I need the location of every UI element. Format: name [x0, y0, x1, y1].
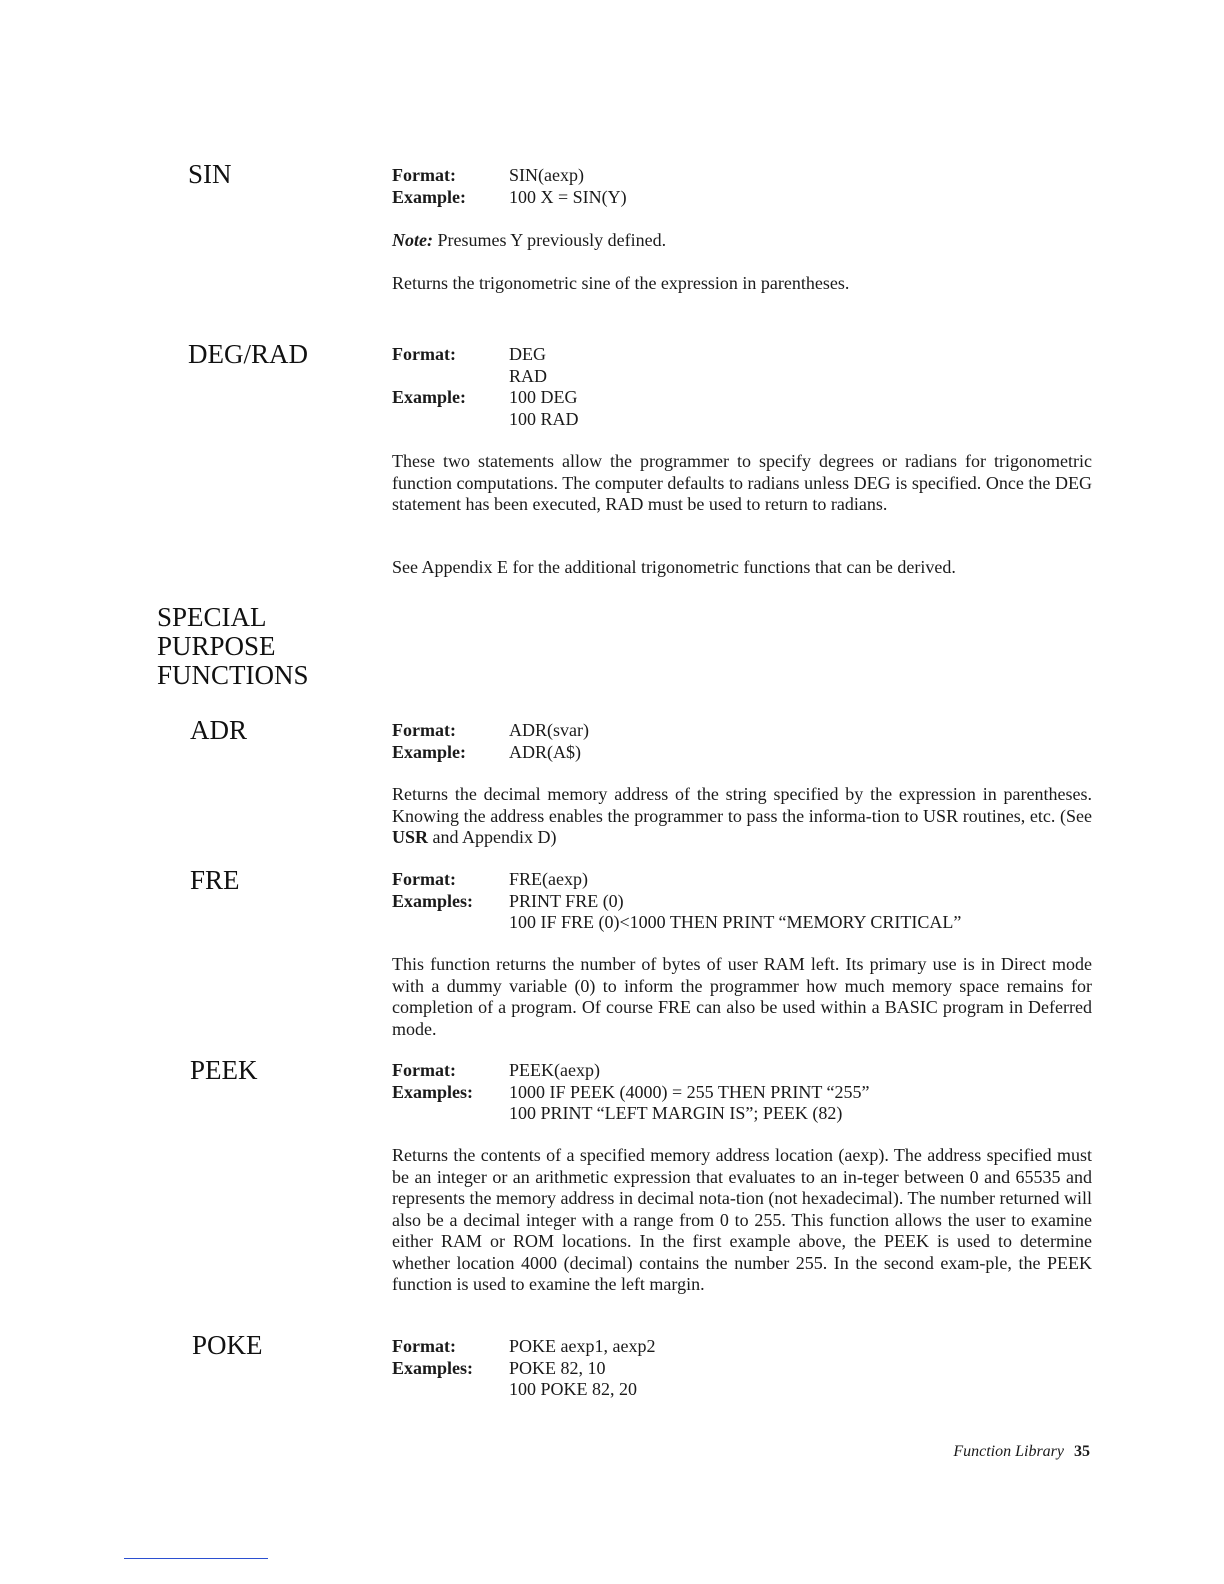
usr-reference: USR [392, 827, 429, 847]
format-value: RAD [509, 365, 548, 386]
adr-heading: ADR [190, 715, 248, 745]
sin-format-block [392, 165, 627, 208]
example-value: 100 POKE 82, 20 [509, 1379, 638, 1399]
format-value: POKE aexp1, aexp2 [509, 1336, 656, 1356]
example-label: Examples: [392, 1081, 473, 1102]
format-label: Format: [392, 1336, 456, 1356]
bottom-rule [124, 1558, 268, 1559]
fre-description: This function returns the number of bytes of user RAM left. Its primary use is in Direct mode with a dummy variable (0) to inform the programmer how much memory space remains for completion of a program. Of course FRE can also be used within a BASIC program in Deferred mode. [392, 954, 1092, 1039]
footer-section: Function Library [953, 1443, 1064, 1460]
poke-format-block [392, 1336, 655, 1401]
example-value: 1000 IF PEEK (4000) = 255 THEN PRINT “255” [509, 1081, 870, 1102]
degrad-format-block [392, 344, 579, 430]
format-value: ADR(svar) [509, 720, 589, 740]
note-text: Presumes Y previously defined. [432, 230, 667, 250]
example-label: Example: [392, 387, 466, 407]
poke-heading: POKE [192, 1330, 263, 1360]
degrad-description: These two statements allow the programmer to specify degrees or radians for trigonometric function computations. The computer defaults to radians unless DEG is specified. Once the DEG statement has been executed, RAD must be used to return to radians. [392, 451, 1092, 514]
section-heading: SPECIAL PURPOSE FUNCTIONS [157, 602, 309, 690]
example-value: 100 X = SIN(Y) [509, 186, 627, 207]
example-value: 100 RAD [509, 408, 579, 429]
format-value: SIN(aexp) [509, 165, 584, 185]
sin-note [392, 230, 1092, 252]
format-label: Format: [392, 1060, 456, 1080]
format-label: Format: [392, 869, 456, 889]
example-value: 100 DEG [509, 387, 578, 407]
example-label: Examples: [392, 890, 473, 911]
format-label: Format: [392, 344, 456, 364]
fre-heading: FRE [190, 865, 240, 895]
peek-description: Returns the contents of a specified memory address location (aexp). The address specified must be an integer or an arithmetic expression that evaluates to an in-teger between 0 and 65535 and represents the memory address in decimal nota-tion (not hexadecimal). The number returned will also be a decimal integer with a range from 0 to 255. This function allows the user to examine either RAM or ROM locations. In the first example above, the PEEK is used to determine whether location 4000 (decimal) contains the number 255. In the second exam-ple, the PEEK function is used to examine the left margin. [392, 1145, 1092, 1294]
degrad-appendix-note: See Appendix E for the additional trigonometric functions that can be derived. [392, 557, 956, 577]
degrad-heading: DEG/RAD [188, 339, 308, 369]
page-footer [850, 1442, 1090, 1462]
example-value: 100 PRINT “LEFT MARGIN IS”; PEEK (82) [509, 1103, 843, 1123]
sin-heading: SIN [188, 159, 232, 189]
example-value: PRINT FRE (0) [509, 890, 624, 911]
example-label: Example: [392, 186, 466, 207]
example-value: 100 IF FRE (0)<1000 THEN PRINT “MEMORY CRITICAL” [509, 912, 962, 932]
format-label: Format: [392, 165, 456, 185]
page-number: 35 [1074, 1443, 1090, 1460]
fre-format-block [392, 869, 961, 934]
format-value: PEEK(aexp) [509, 1060, 600, 1080]
example-value: ADR(A$) [509, 741, 581, 762]
adr-description: Returns the decimal memory address of the string specified by the expression in parentheses. Knowing the address enables the programmer to pass the informa-tion to USR routines, etc. (See USR and Appendix D) [392, 784, 1092, 847]
example-label: Example: [392, 741, 466, 762]
format-value: FRE(aexp) [509, 869, 588, 889]
adr-format-block [392, 720, 589, 763]
example-label: Examples: [392, 1357, 473, 1378]
peek-heading: PEEK [190, 1055, 258, 1085]
format-value: DEG [509, 344, 546, 364]
format-label: Format: [392, 720, 456, 740]
note-label: Note: [392, 230, 433, 250]
peek-format-block [392, 1060, 869, 1125]
sin-description: Returns the trigonometric sine of the expression in parentheses. [392, 273, 850, 293]
example-value: POKE 82, 10 [509, 1357, 606, 1378]
